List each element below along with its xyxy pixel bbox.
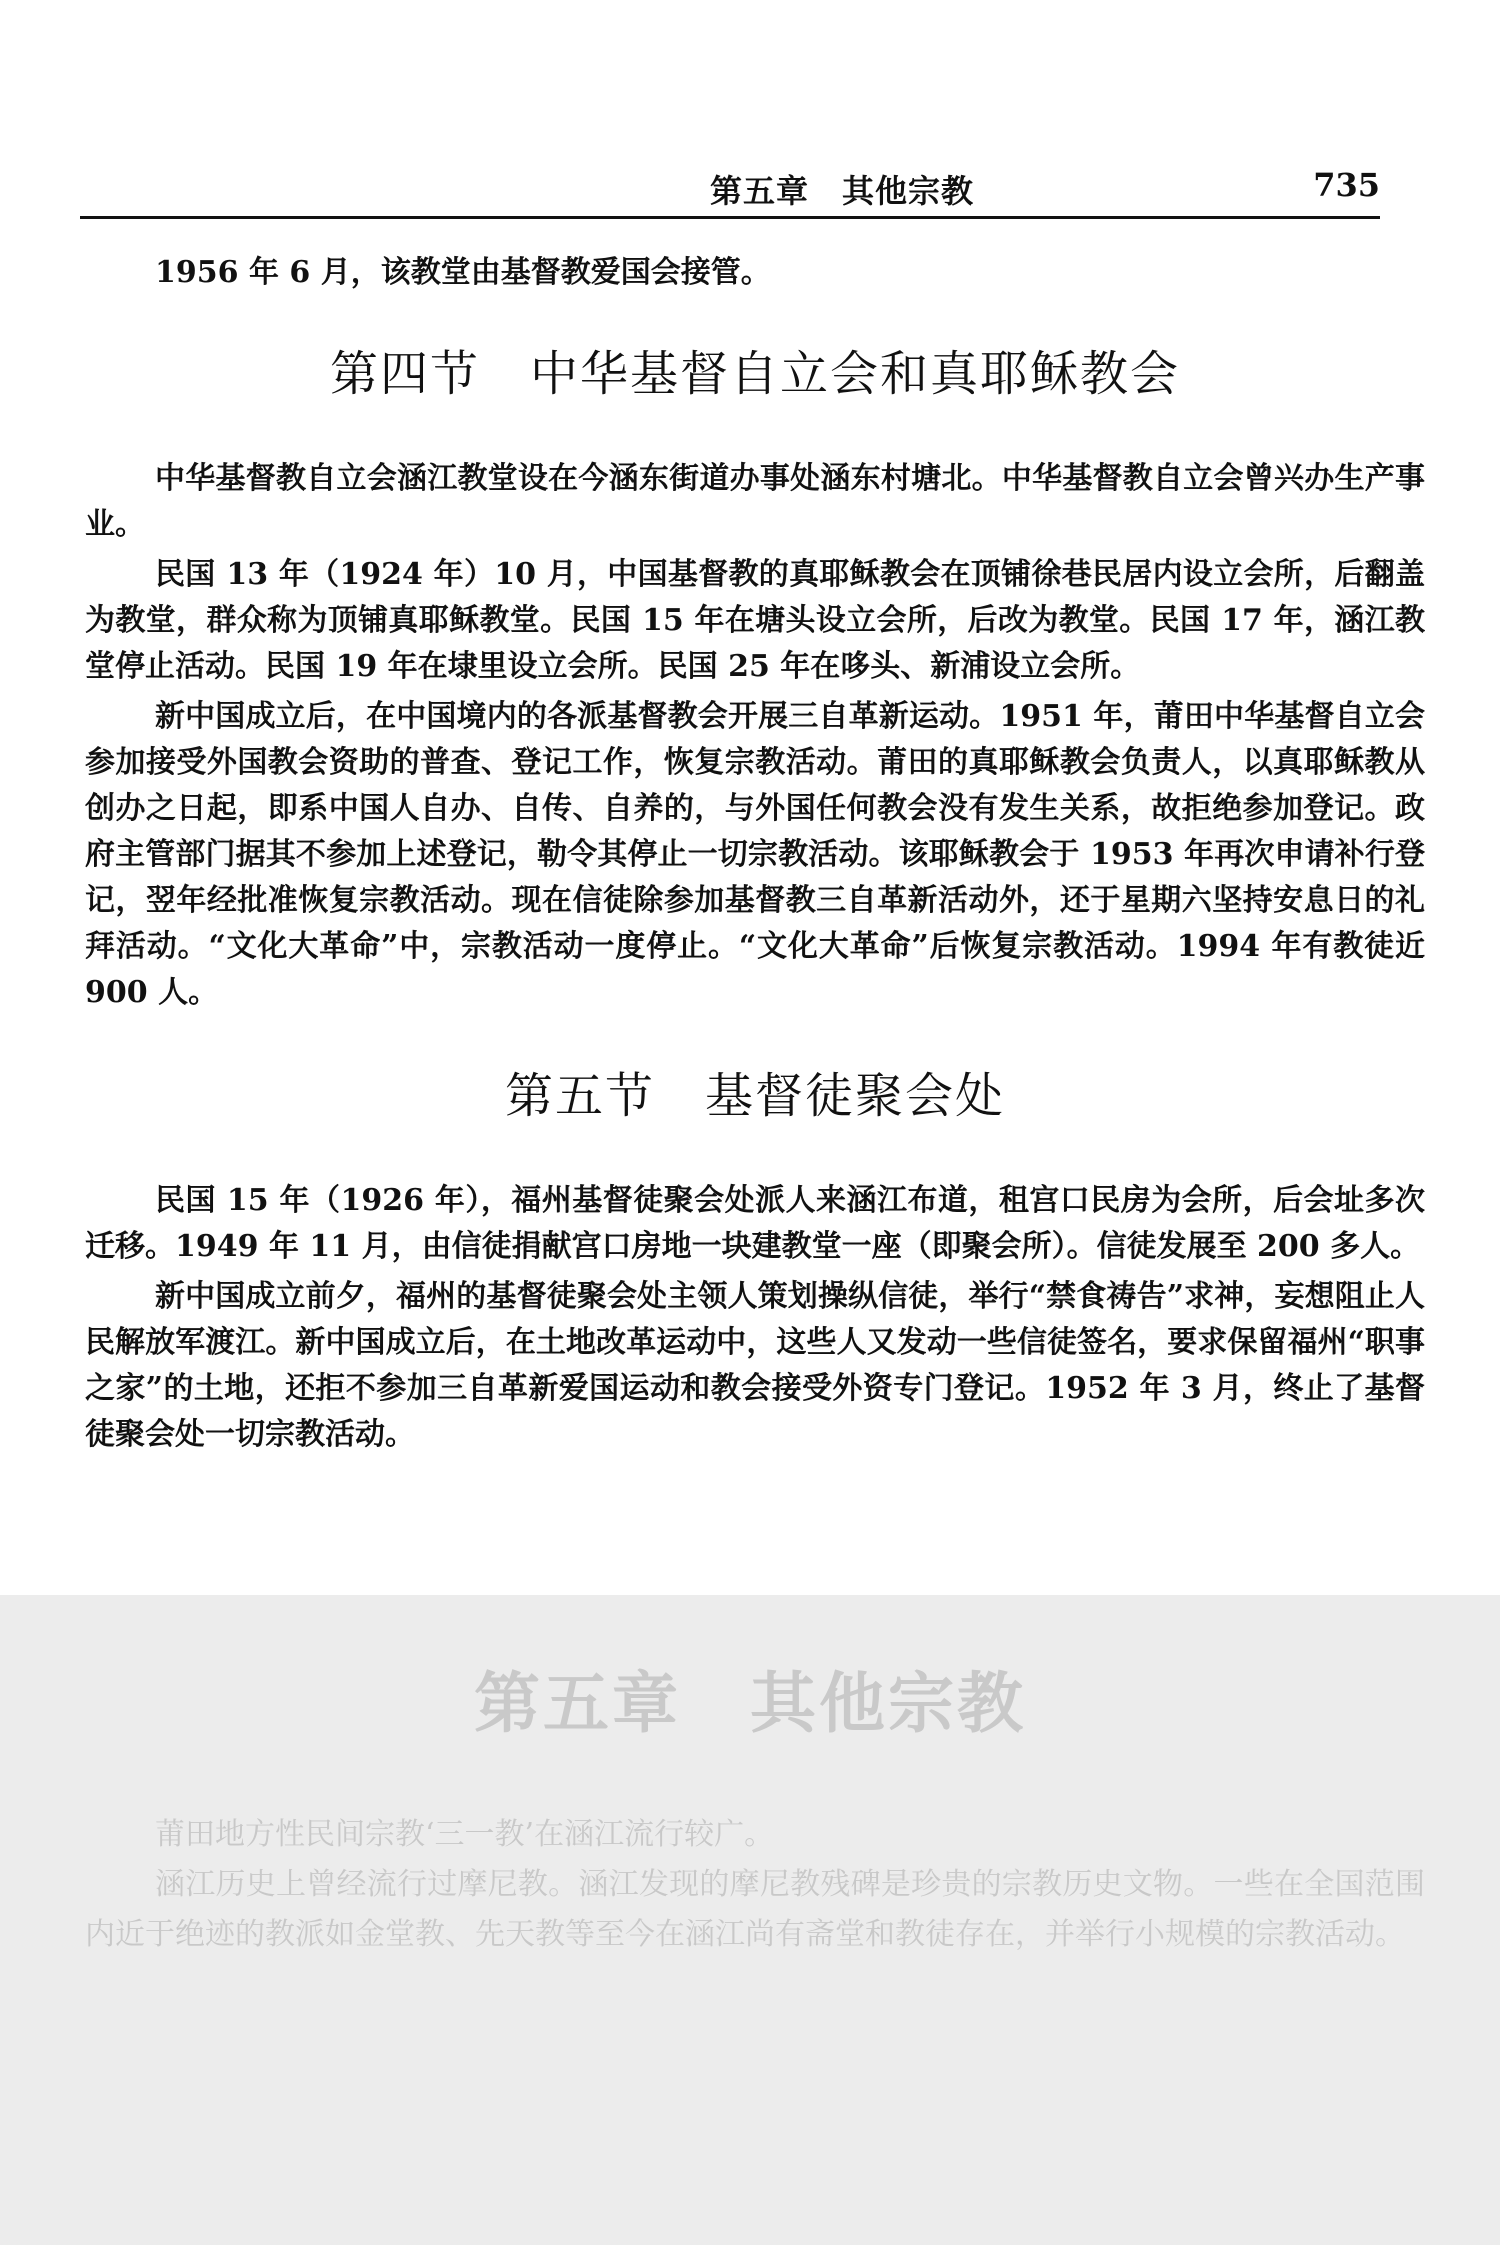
bleed-through-text	[85, 1810, 1425, 1960]
section-5-title: 第五节 基督徒聚会处	[504, 1068, 1005, 1124]
page-number: 735	[1313, 166, 1380, 204]
bleed-through-paragraph-2: 涵江历史上曾经流行过摩尼教。涵江发现的摩尼教残碑是珍贵的宗教历史文物。一些在全国范围内近于绝迹的教派如金堂教、先天教等至今在涵江尚有斋堂和教徒存在，并举行小规模的宗教活动。	[85, 1867, 1425, 1952]
section-4-paragraph-3: 新中国成立后，在中国境内的各派基督教会开展三自革新运动。1951 年，莆田中华基督自立会参加接受外国教会资助的普查、登记工作，恢复宗教活动。莆田的真耶稣教会负责人，以真耶稣教从创办之日起，即系中国人自办、自传、自养的，与外国任何教会没有发生关系，故拒绝参加登记。政府主管部门据其不参加上述登记，勒令其停止一切宗教活动。该耶稣教会于 1953 年再次申请补行登记，翌年经批准恢复宗教活动。现在信徒除参加基督教三自革新活动外，还于星期六坚持安息日的礼拜活动。“文化大革命”中，宗教活动一度停止。“文化大革命”后恢复宗教活动。1994 年有教徒近 900 人。	[85, 699, 1425, 1010]
section-4-title: 第四节 中华基督自立会和真耶稣教会	[329, 346, 1180, 402]
bleed-through-panel	[0, 1595, 1500, 2245]
chapter-title: 第五章 其他宗教	[710, 172, 975, 210]
bleed-through-paragraph-1: 莆田地方性民间宗教‘三一教’在涵江流行较广。	[155, 1817, 775, 1852]
section-4-paragraph-1: 中华基督教自立会涵江教堂设在今涵东街道办事处涵东村塘北。中华基督教自立会曾兴办生产事业。	[85, 461, 1425, 542]
main-content	[85, 250, 1425, 1458]
section-5-paragraph-2: 新中国成立前夕，福州的基督徒聚会处主领人策划操纵信徒，举行“禁食祷告”求神，妄想阻止人民解放军渡江。新中国成立后，在土地改革运动中，这些人又发动一些信徒签名，要求保留福州“职事之家”的土地，还拒不参加三自革新爱国运动和教会接受外资专门登记。1952 年 3 月，终止了基督徒聚会处一切宗教活动。	[85, 1279, 1425, 1452]
running-header	[80, 160, 1380, 219]
bleed-through-chapter-title: 第五章 其他宗教	[474, 1664, 1026, 1742]
section-5-paragraph-1: 民国 15 年（1926 年），福州基督徒聚会处派人来涵江布道，租宫口民房为会所，后会址多次迁移。1949 年 11 月，由信徒捐献宫口房地一块建教堂一座（即聚会所）。信徒发展至 200 多人。	[85, 1183, 1425, 1264]
section-4-paragraph-2: 民国 13 年（1924 年）10 月，中国基督教的真耶稣教会在顶铺徐巷民居内设立会所，后翻盖为教堂，群众称为顶铺真耶稣教堂。民国 15 年在塘头设立会所，后改为教堂。民国 17 年，涵江教堂停止活动。民国 19 年在埭里设立会所。民国 25 年在哆头、新浦设立会所。	[85, 557, 1425, 684]
intro-paragraph: 1956 年 6 月，该教堂由基督教爱国会接管。	[155, 255, 771, 290]
